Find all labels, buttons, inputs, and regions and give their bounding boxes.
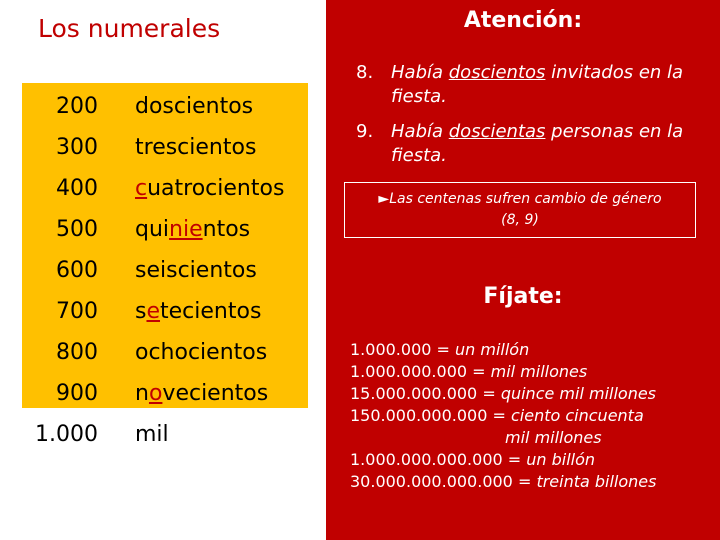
- word-part: n: [135, 381, 149, 406]
- word-600: [135, 254, 325, 295]
- million-text: mil millones: [505, 428, 602, 447]
- millions-list: [350, 339, 710, 493]
- million-number: 30.000.000.000.000 =: [350, 472, 537, 491]
- number-200: 200: [56, 94, 98, 119]
- example-pre: Había: [391, 121, 449, 142]
- million-number: 1.000.000 =: [350, 340, 456, 359]
- word-part: s: [135, 299, 147, 324]
- word-highlight: e: [146, 299, 161, 324]
- word-700: [135, 295, 325, 336]
- number-300: 300: [56, 135, 98, 160]
- million-number: 1.000.000.000.000 =: [350, 450, 527, 469]
- number-700: 700: [56, 299, 98, 324]
- million-number: 15.000.000.000 =: [350, 384, 501, 403]
- word-part: ntos: [202, 217, 251, 242]
- million-line: [350, 383, 710, 405]
- word-part: tecientos: [160, 299, 262, 324]
- word-part: doscientos: [135, 94, 254, 119]
- note-text: Las centenas sufren cambio de género: [389, 191, 662, 207]
- numbers-column: [20, 90, 100, 459]
- word-part: trescientos: [135, 135, 257, 160]
- million-line: [350, 361, 710, 383]
- left-title: Los numerales: [38, 14, 221, 43]
- word-part: uatrocientos: [147, 176, 285, 201]
- number-600: 600: [56, 258, 98, 283]
- million-text: treinta billones: [536, 472, 657, 491]
- number-800: 800: [56, 340, 98, 365]
- arrow-icon: ►: [378, 191, 390, 207]
- million-number: 1.000.000.000 =: [350, 362, 491, 381]
- million-line: [350, 427, 710, 449]
- example-text: [356, 120, 701, 168]
- example-post: personas en la fiesta.: [391, 121, 684, 166]
- example-pre: Había: [391, 62, 449, 83]
- million-line: [350, 471, 710, 493]
- word-800: [135, 336, 325, 377]
- word-1000: [135, 418, 325, 459]
- word-highlight: c: [135, 176, 148, 201]
- word-part: qui: [135, 217, 170, 242]
- note-line-2: (8, 9): [501, 212, 539, 228]
- word-200: [135, 90, 325, 131]
- million-text: un millón: [455, 340, 530, 359]
- words-column: [135, 90, 325, 459]
- example-text: [356, 61, 701, 109]
- word-part: vecientos: [162, 381, 269, 406]
- word-part: mil: [135, 422, 169, 447]
- note-box: [344, 182, 696, 238]
- million-number: 150.000.000.000 =: [350, 406, 511, 425]
- million-line: [350, 449, 710, 471]
- million-text: mil millones: [490, 362, 588, 381]
- number-400: 400: [56, 176, 98, 201]
- word-part: ochocientos: [135, 340, 268, 365]
- word-highlight: o: [148, 381, 163, 406]
- word-500: [135, 213, 325, 254]
- word-part: seiscientos: [135, 258, 257, 283]
- example-underlined: doscientos: [448, 62, 546, 83]
- fijate-title: Fíjate:: [483, 284, 563, 309]
- number-500: 500: [56, 217, 98, 242]
- million-text: ciento cincuenta: [511, 406, 644, 425]
- word-300: [135, 131, 325, 172]
- example-8: [356, 61, 701, 109]
- example-number: 8.: [356, 62, 374, 83]
- example-post: invitados en la fiesta.: [391, 62, 684, 107]
- example-9: [356, 120, 701, 168]
- example-number: 9.: [356, 121, 374, 142]
- attention-title: Atención:: [463, 8, 583, 33]
- word-highlight: nie: [169, 217, 203, 242]
- million-text: quince mil millones: [500, 384, 657, 403]
- million-text: un billón: [526, 450, 596, 469]
- number-1000: 1.000: [35, 422, 98, 447]
- word-900: [135, 377, 325, 418]
- attention-panel: [326, 0, 720, 540]
- number-900: 900: [56, 381, 98, 406]
- million-line: [350, 405, 710, 427]
- note-line-1: [345, 189, 695, 210]
- word-400: [135, 172, 325, 213]
- example-underlined: doscientas: [448, 121, 546, 142]
- million-line: [350, 339, 710, 361]
